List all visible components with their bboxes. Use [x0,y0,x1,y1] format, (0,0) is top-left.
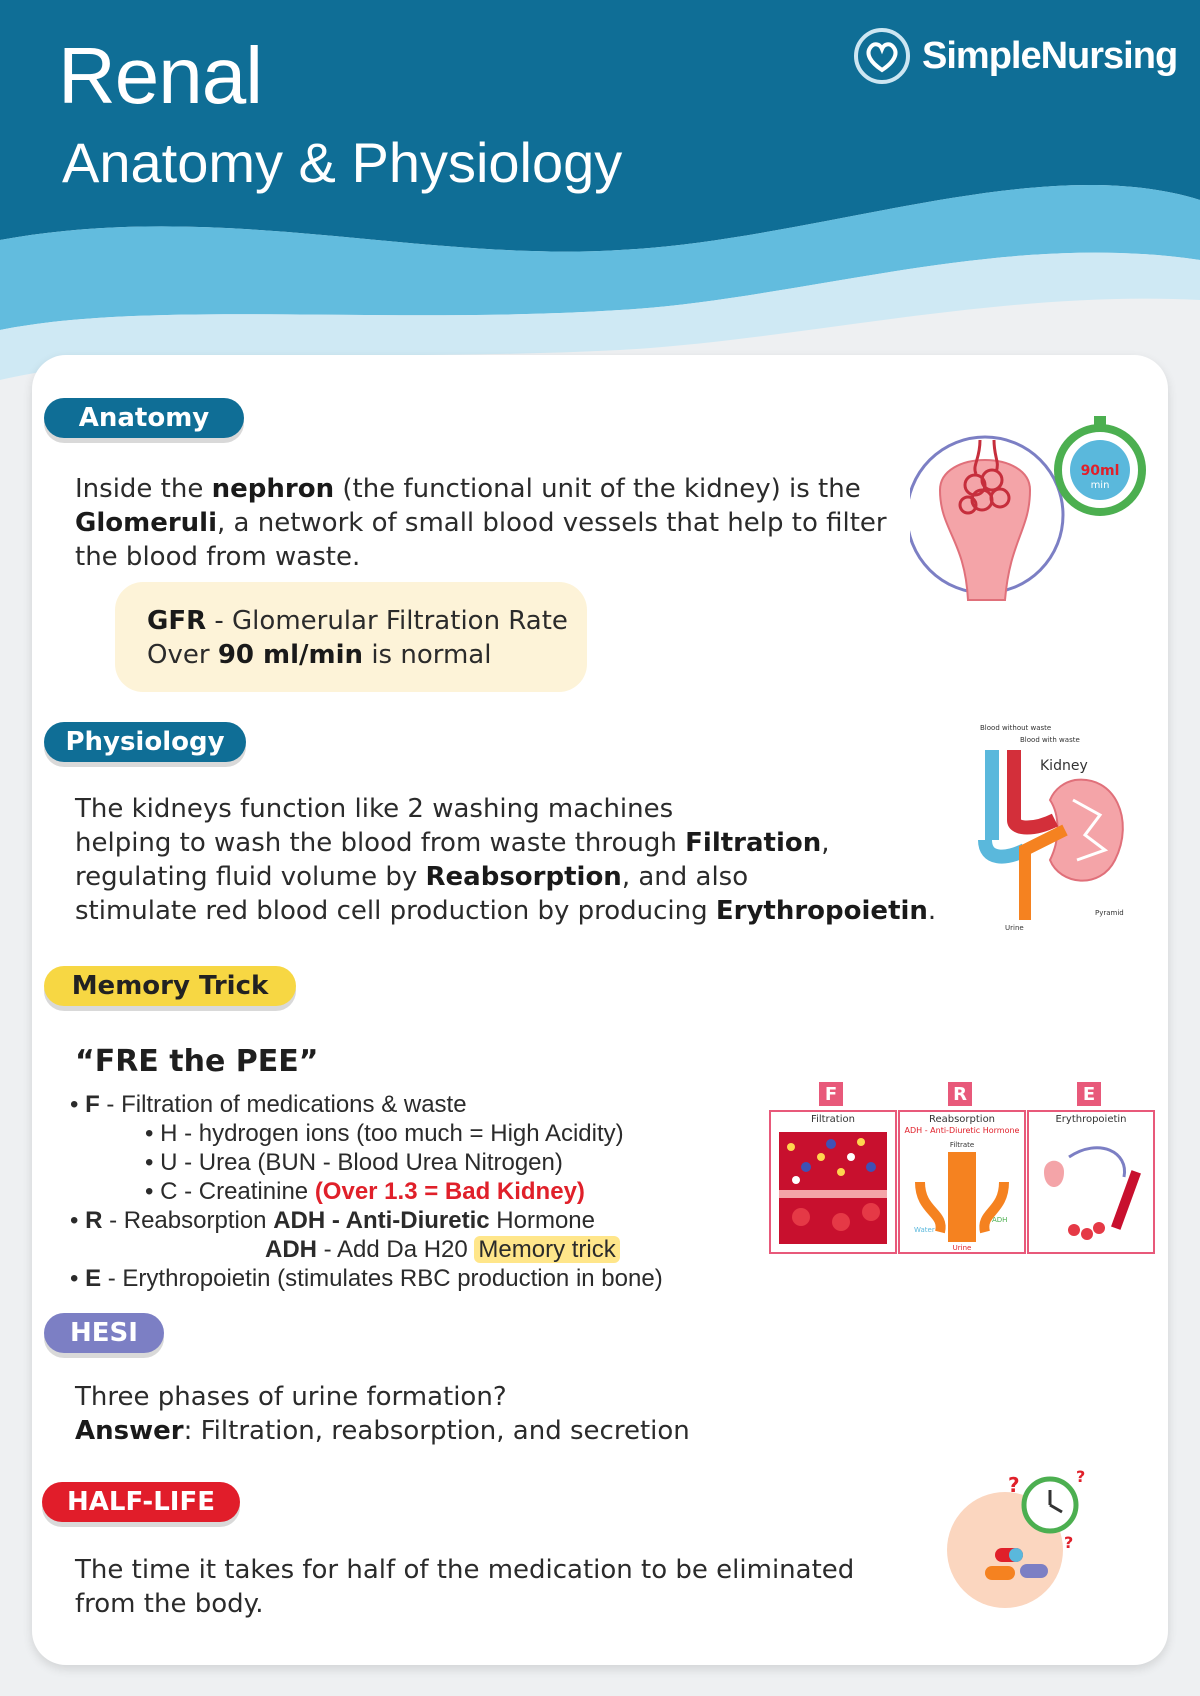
pyramid-label: Pyramid [1095,909,1124,917]
gfr-badge-unit: min [1090,480,1110,491]
kidney-diagram [965,720,1135,940]
card-f-letter: F [819,1082,843,1106]
svg-text:?: ? [1076,1470,1086,1486]
half-life-paragraph: The time it takes for half of the medication to be eliminated from the body. [75,1555,855,1619]
svg-text:?: ? [1008,1473,1020,1497]
half-life-illustration [940,1470,1090,1610]
list-item-u: • U - Urea (BUN - Blood Urea Nitrogen) [145,1149,563,1176]
glomerulus-illustration [910,410,1160,610]
hesi-label: HESI [44,1313,164,1353]
svg-text:Water: Water [914,1226,935,1234]
physiology-paragraph: The kidneys function like 2 washing machines helping to wash the blood from waste through Filtration, regulating fluid volume by Reabsorption, and also stimulate red blood cell production by producing Erythropoietin. [75,794,937,926]
hesi-paragraph: Three phases of urine formation? Answer: Filtration, reabsorption, and secretion [75,1382,690,1446]
list-item-r: • R - Reabsorption ADH - Anti-Diuretic Hormone [70,1207,595,1234]
page-title: Renal [58,31,263,120]
brand-name: SimpleNursing [922,34,1178,77]
reabsorption-card: Reabsorption ADH - Anti-Diuretic Hormone Filtrate Water ADH Urine [898,1110,1026,1254]
memory-trick-title: “FRE the PEE” [75,1044,319,1079]
erythropoietin-card: Erythropoietin [1027,1110,1155,1254]
stethoscope-heart-icon [852,26,912,86]
list-item-f: • F - Filtration of medications & waste [70,1091,467,1118]
memory-trick-label: Memory Trick [44,966,296,1006]
gfr-callout [115,582,587,692]
blood-with-waste-label: Blood with waste [1020,736,1080,744]
gfr-badge-value: 90ml [1080,463,1120,479]
filtration-card: Filtration [769,1110,897,1254]
list-item-h: • H - hydrogen ions (too much = High Acidity) [145,1120,624,1147]
card-e-letter: E [1077,1082,1101,1106]
card-r-letter: R [948,1082,972,1106]
half-life-label: HALF-LIFE [42,1482,240,1522]
urine-label: Urine [1005,924,1024,932]
gfr-text: GFR - Glomerular Filtration Rate Over 90 ml/min is normal [147,606,568,670]
anatomy-label: Anatomy [44,398,244,438]
anatomy-paragraph: Inside the nephron (the functional unit of the kidney) is the Glomeruli, a network of small blood vessels that help to filter the blood from waste. [75,474,887,572]
list-item-e: • E - Erythropoietin (stimulates RBC production in bone) [70,1265,663,1292]
kidney-label: Kidney [1040,758,1088,774]
brand-logo [852,26,1177,86]
svg-text:?: ? [1064,1533,1074,1552]
memory-trick-list [70,1090,663,1293]
list-item-c: • C - Creatinine (Over 1.3 = Bad Kidney) [145,1178,585,1205]
page-subtitle: Anatomy & Physiology [62,131,623,194]
svg-text:Filtrate: Filtrate [949,1141,975,1149]
blood-without-waste-label: Blood without waste [980,724,1052,732]
physiology-label: Physiology [44,722,246,762]
svg-text:ADH: ADH [992,1216,1008,1224]
list-item-adh: ADH - Add Da H20 Memory trick [70,1235,663,1264]
svg-text:Urine: Urine [952,1244,972,1252]
